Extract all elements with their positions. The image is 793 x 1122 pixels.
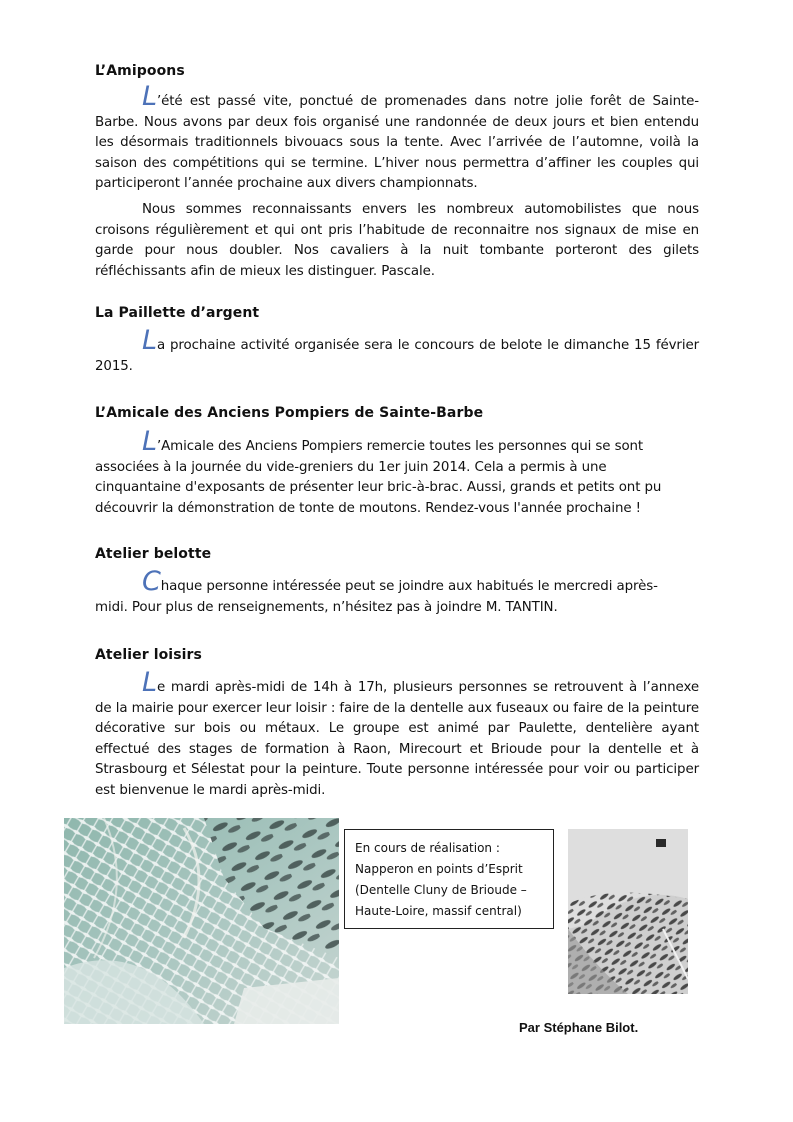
drop-cap: L (142, 81, 157, 112)
paragraph-amipoons-2 (95, 200, 699, 282)
caption-line: (Dentelle Cluny de Brioude – (355, 883, 527, 897)
paragraph-amicale-pompiers (95, 426, 675, 519)
paragraph-text: haque personne intéressée peut se joindre aux habitués le mercredi après-midi. Pour plus de renseignements, n’hésitez pas à joindre M. TANTIN. (95, 579, 658, 615)
section-title-amipoons: L’Amipoons (95, 63, 185, 79)
author-signature: Par Stéphane Bilot. (519, 1020, 639, 1035)
drop-cap: L (142, 426, 157, 457)
paragraph-text: a prochaine activité organisée sera le concours de belote le dimanche 15 février 2015. (95, 338, 699, 374)
paragraph-text: e mardi après-midi de 14h à 17h, plusieurs personnes se retrouvent à l’annexe de la mairie pour exercer leur loisir : faire de la dentelle aux fuseaux ou faire de la peinture décorative sur bois ou métaux. Le groupe est animé par Paulette, dentelière ayant effectué des stages de formation à Raon, Mirecourt et Brioude pour la dentelle et à Strasbourg et Sélestat pour la peinture. Toute personne intéressée pour voir ou participer est bienvenue le mardi après-midi. (95, 680, 699, 798)
lace-photo-grayscale-image (568, 829, 688, 994)
lace-photo-color (64, 818, 339, 1024)
drop-cap: L (142, 325, 157, 356)
paragraph-text: ’été est passé vite, ponctué de promenades dans notre jolie forêt de Sainte-Barbe. Nous avons par deux fois organisé une randonnée de deux jours et bien entendu les désormais traditionnels bivouacs sous la tente. Avec l’arrivée de l’automne, voilà la saison des compétitions qui se termine. L’hiver nous permettra d’affiner les couples qui participeront l’année prochaine aux divers championnats. (95, 94, 699, 192)
drop-cap: L (142, 667, 157, 698)
paragraph-amipoons-1 (95, 81, 699, 195)
paragraph-atelier-loisirs (95, 667, 699, 802)
lace-photo-grayscale (568, 829, 688, 994)
paragraph-paillette (95, 325, 699, 377)
caption-line: En cours de réalisation : (355, 841, 500, 855)
paragraph-text: Nous sommes reconnaissants envers les nombreux automobilistes que nous croisons régulièrement et qui ont pris l’habitude de reconnaitre nos signaux de mise en garde pour nous doubler. Nos cavaliers à la nuit tombante porteront des gilets réfléchissants afin de mieux les distinguer. Pascale. (95, 202, 699, 279)
paragraph-text: ’Amicale des Anciens Pompiers remercie toutes les personnes qui se sont associées à la journée du vide-greniers du 1er juin 2014. Cela a permis à une cinquantaine d'exposants de présenter leur bric-à-brac. Aussi, grands et petits ont pu découvrir la démonstration de tonte de moutons. Rendez-vous l'année prochaine ! (95, 439, 662, 516)
photo-caption-box (344, 829, 554, 929)
paragraph-atelier-belotte (95, 566, 675, 618)
caption-line: Napperon en points d’Esprit (355, 862, 523, 876)
section-title-paillette: La Paillette d’argent (95, 305, 260, 321)
caption-line: Haute-Loire, massif central) (355, 904, 522, 918)
lace-photo-color-image (64, 818, 339, 1024)
section-title-atelier-loisirs: Atelier loisirs (95, 647, 202, 663)
section-title-atelier-belotte: Atelier belotte (95, 546, 212, 562)
section-title-amicale-pompiers: L’Amicale des Anciens Pompiers de Sainte-Barbe (95, 405, 484, 421)
drop-cap: C (142, 566, 161, 597)
